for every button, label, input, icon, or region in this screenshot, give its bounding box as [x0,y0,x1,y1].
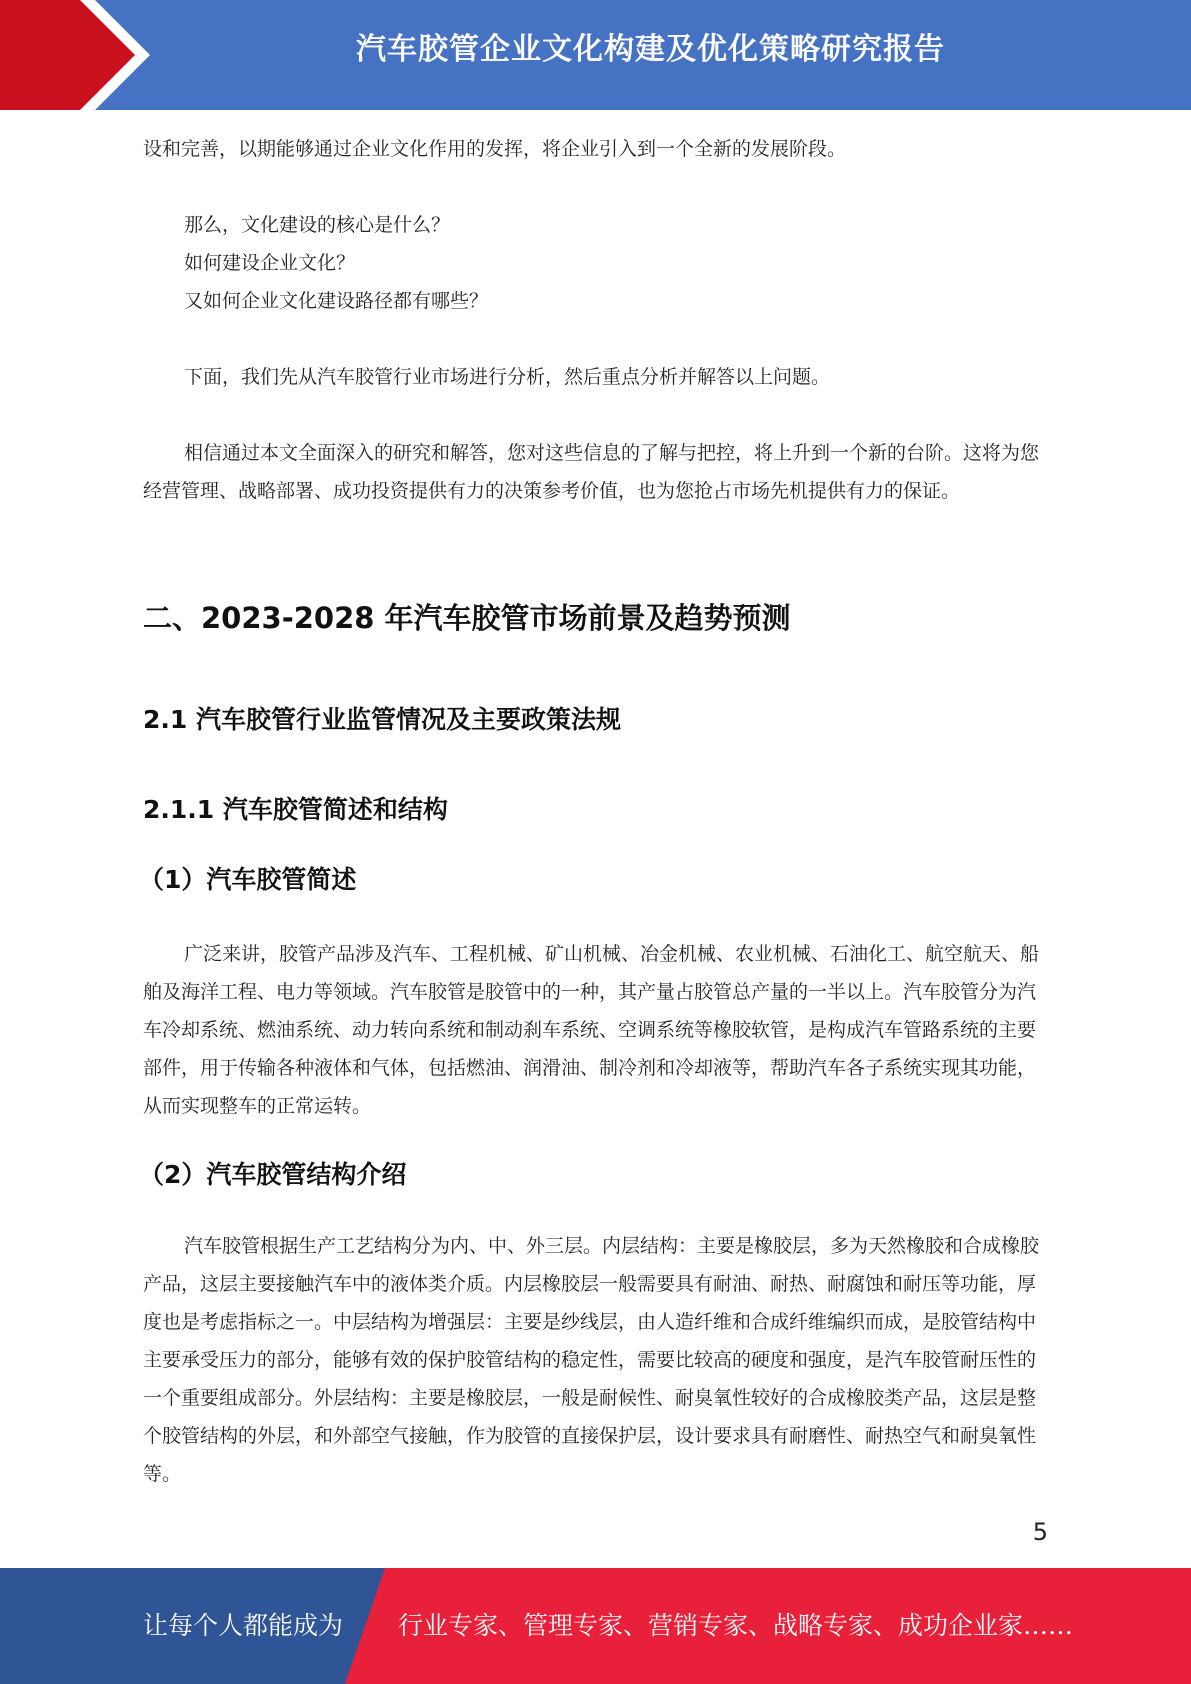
paragraph-next: 下面，我们先从汽车胶管行业市场进行分析，然后重点分析并解答以上问题。 [184,366,831,388]
question-1: 那么，文化建设的核心是什么？ [184,214,451,236]
footer-slogan: 让每个人都能成为 [143,1611,344,1640]
heading-2-1-1: 2.1.1 汽车胶管简述和结构 [143,795,448,824]
question-2: 如何建设企业文化？ [184,252,356,274]
paragraph-believe: 相信通过本文全面深入的研究和解答，您对这些信息的了解与把控，将上升到一个新的台阶。这将为您经营管理、战略部署、成功投资提供有力的决策参考价值，也为您抢占市场先机提供有力的保证。 [143,442,1040,502]
page-footer [0,1568,1191,1684]
paragraph-sub-2: 汽车胶管根据生产工艺结构分为内、中、外三层。内层结构：主要是橡胶层，多为天然橡胶和合成橡胶产品，这层主要接触汽车中的液体类介质。内层橡胶层一般需要具有耐油、耐热、耐腐蚀和耐压等功能，厚度也是考虑指标之一。中层结构为增强层：主要是纱线层，由人造纤维和合成纤维编织而成，是胶管结构中主要承受压力的部分，能够有效的保护胶管结构的稳定性，需要比较高的硬度和强度，是汽车胶管耐压性的一个重要组成部分。外层结构：主要是橡胶层，一般是耐候性、耐臭氧性较好的合成橡胶类产品，这层是整个胶管结构的外层，和外部空气接触，作为胶管的直接保护层，设计要求具有耐磨性、耐热空气和耐臭氧性等。 [143,1235,1040,1485]
heading-sub-1: （1）汽车胶管简述 [139,865,357,894]
paragraph-intro: 设和完善，以期能够通过企业文化作用的发挥，将企业引入到一个全新的发展阶段。 [143,138,847,160]
page-number: 5 [1032,1518,1048,1546]
footer-roles: 行业专家、管理专家、营销专家、战略专家、成功企业家…… [398,1611,1074,1640]
header-chevron-decoration [0,0,160,110]
paragraph-sub-1: 广泛来讲，胶管产品涉及汽车、工程机械、矿山机械、冶金机械、农业机械、石油化工、航空航天、船舶及海洋工程、电力等领域。汽车胶管是胶管中的一种，其产量占胶管总产量的一半以上。汽车胶管分为汽车冷却系统、燃油系统、动力转向系统和制动刹车系统、空调系统等橡胶软管，是构成汽车管路系统的主要部件，用于传输各种液体和气体，包括燃油、润滑油、制冷剂和冷却液等，帮助汽车各子系统实现其功能，从而实现整车的正常运转。 [143,943,1040,1117]
report-title: 汽车胶管企业文化构建及优化策略研究报告 [356,32,945,67]
heading-2-1: 2.1 汽车胶管行业监管情况及主要政策法规 [143,705,621,734]
heading-sub-2: （2）汽车胶管结构介绍 [139,1160,407,1189]
section-heading-2: 二、2023-2028 年汽车胶管市场前景及趋势预测 [143,601,791,635]
question-3: 又如何企业文化建设路径都有哪些？ [184,290,489,312]
page-header [0,0,1191,110]
